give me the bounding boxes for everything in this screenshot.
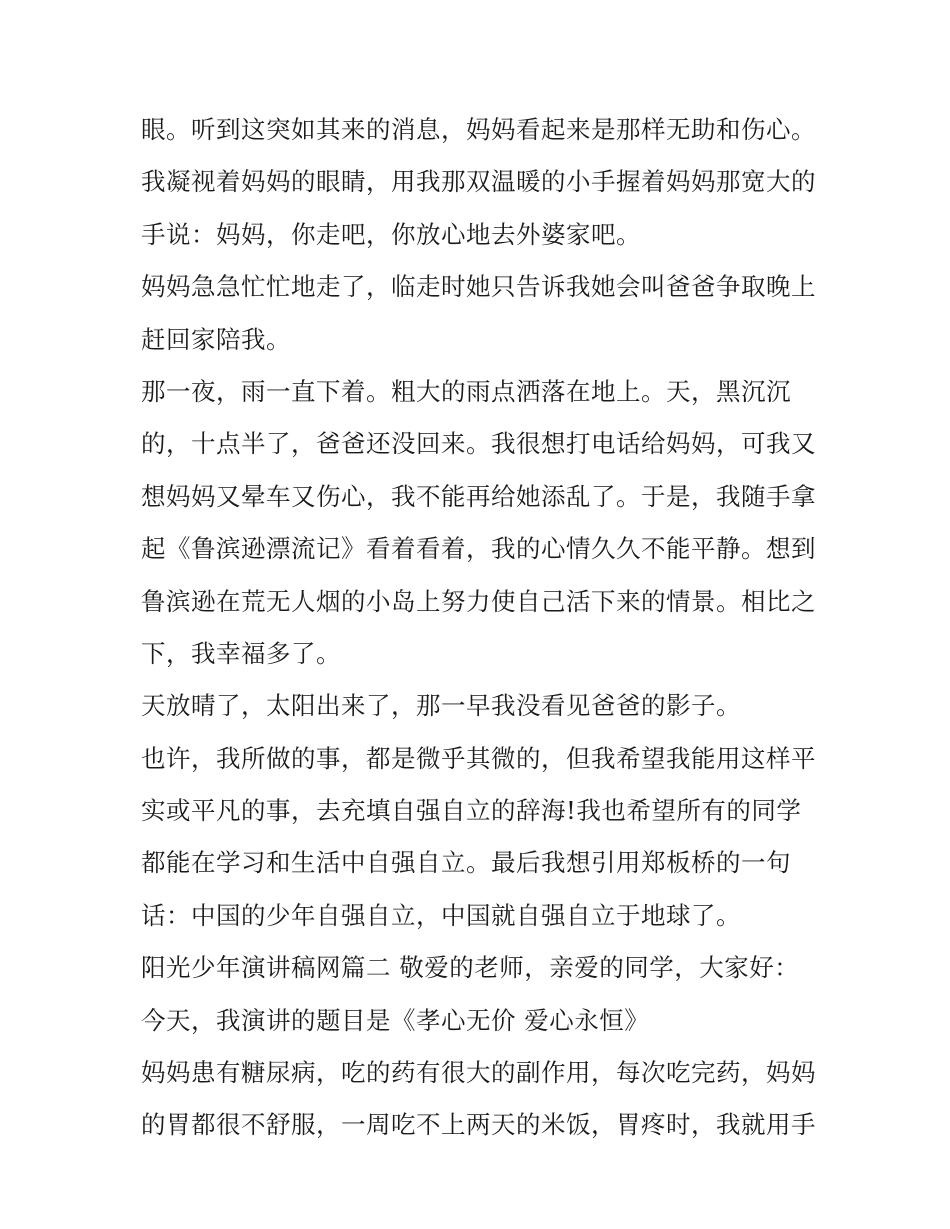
text-line: 妈妈患有糖尿病，吃的药有很大的副作用，每次吃完药，妈妈	[141, 1058, 816, 1088]
text-line: 话：中国的少年自强自立，中国就自强自立于地球了。	[141, 900, 741, 930]
text-line: 今天，我演讲的题目是《孝心无价 爱心永恒》	[141, 1005, 650, 1035]
text-line: 的胃都很不舒服，一周吃不上两天的米饭，胃疼时，我就用手	[141, 1110, 816, 1140]
text-line: 赶回家陪我。	[141, 324, 291, 354]
text-line: 起《鲁滨逊漂流记》看着看着，我的心情久久不能平静。想到	[141, 534, 816, 564]
text-line: 鲁滨逊在荒无人烟的小岛上努力使自己活下来的情景。相比之	[141, 586, 816, 616]
text-line: 的，十点半了，爸爸还没回来。我很想打电话给妈妈，可我又	[141, 429, 816, 459]
text-line: 眼。听到这突如其来的消息，妈妈看起来是那样无助和伤心。	[141, 115, 816, 144]
document-body	[141, 108, 821, 1156]
text-line: 手说：妈妈，你走吧，你放心地去外婆家吧。	[141, 219, 641, 249]
text-line: 实或平凡的事，去充填自强自立的辞海!我也希望所有的同学	[141, 796, 802, 826]
text-line: 天放晴了，太阳出来了，那一早我没看见爸爸的影子。	[141, 691, 741, 721]
text-line: 也许，我所做的事，都是微乎其微的，但我希望我能用这样平	[141, 743, 816, 773]
text-line: 我凝视着妈妈的眼睛，用我那双温暖的小手握着妈妈那宽大的	[141, 167, 816, 197]
text-line: 妈妈急急忙忙地走了，临走时她只告诉我她会叫爸爸争取晚上	[141, 272, 816, 302]
text-line: 阳光少年演讲稿网篇二 敬爱的老师，亲爱的同学，大家好：	[141, 953, 800, 983]
text-line: 想妈妈又晕车又伤心，我不能再给她添乱了。于是，我随手拿	[141, 481, 816, 511]
text-line: 都能在学习和生活中自强自立。最后我想引用郑板桥的一句	[141, 848, 791, 878]
text-line: 那一夜，雨一直下着。粗大的雨点洒落在地上。天，黑沉沉	[141, 376, 791, 406]
text-line: 下，我幸福多了。	[141, 638, 341, 668]
